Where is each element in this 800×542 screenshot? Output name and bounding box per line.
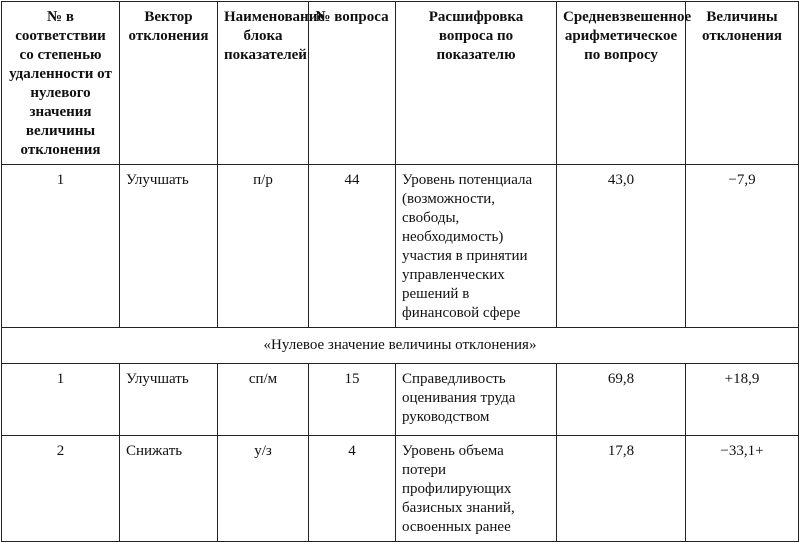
header-deviation: Величины отклонения <box>686 2 799 165</box>
cell-deviation: +18,9 <box>686 364 799 436</box>
cell-vector: Снижать <box>120 436 218 542</box>
cell-vector: Улучшать <box>120 364 218 436</box>
header-vector: Вектор отклонения <box>120 2 218 165</box>
table-row <box>2 165 799 328</box>
cell-num: 1 <box>2 364 120 436</box>
header-num: № в соответствии со степенью удаленности от нулевого значения величины отклонения <box>2 2 120 165</box>
cell-block: у/з <box>218 436 309 542</box>
cell-question: 4 <box>309 436 396 542</box>
cell-deviation: −33,1+ <box>686 436 799 542</box>
cell-block: п/р <box>218 165 309 328</box>
cell-num: 1 <box>2 165 120 328</box>
table-row <box>2 364 799 436</box>
zero-row <box>2 328 799 364</box>
header-mean: Средневзвешенное арифметическое по вопросу <box>557 2 686 165</box>
header-block: Наименование блока показателей <box>218 2 309 165</box>
cell-block: сп/м <box>218 364 309 436</box>
deviation-table <box>1 1 799 542</box>
cell-question: 44 <box>309 165 396 328</box>
header-question: № вопроса <box>309 2 396 165</box>
cell-num: 2 <box>2 436 120 542</box>
cell-question: 15 <box>309 364 396 436</box>
cell-desc: Уровень потенциала (возможности, свободы, необходимость) участия в принятии управленческих решений в финансовой сфере <box>396 165 557 328</box>
cell-deviation: −7,9 <box>686 165 799 328</box>
cell-mean: 69,8 <box>557 364 686 436</box>
header-desc: Расшифровка вопроса по показателю <box>396 2 557 165</box>
header-row <box>2 2 799 165</box>
table-row <box>2 436 799 542</box>
cell-mean: 17,8 <box>557 436 686 542</box>
cell-vector: Улучшать <box>120 165 218 328</box>
cell-mean: 43,0 <box>557 165 686 328</box>
zero-row-label: «Нулевое значение величины отклонения» <box>2 328 799 364</box>
cell-desc: Справедливость оценивания труда руководством <box>396 364 557 436</box>
cell-desc: Уровень объема потери профилирующих базисных знаний, освоенных ранее <box>396 436 557 542</box>
